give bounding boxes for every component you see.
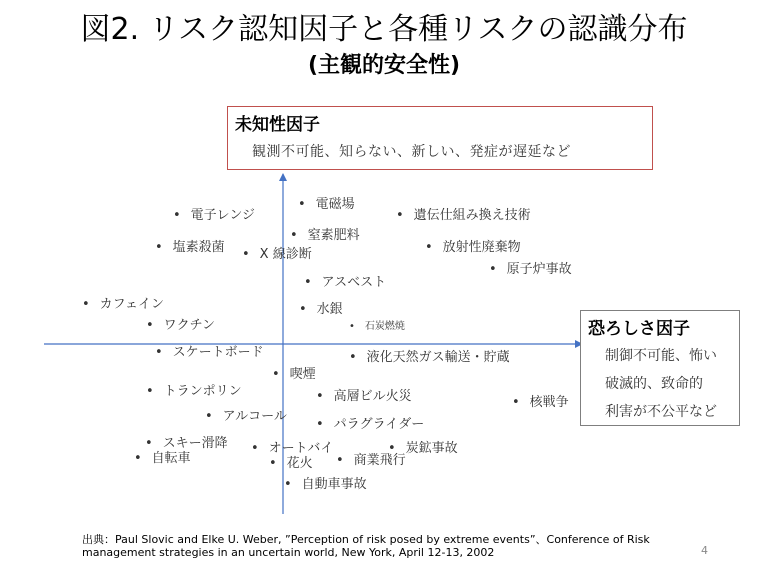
risk-item bbox=[82, 297, 164, 313]
unknown-factor-heading: 未知性因子 bbox=[235, 115, 320, 135]
risk-label: 電磁場 bbox=[315, 197, 355, 212]
bullet-icon: • bbox=[489, 262, 497, 277]
dread-factor-line: 利害が不公平など bbox=[605, 404, 717, 420]
risk-label: 商業飛行 bbox=[353, 453, 406, 468]
risk-item bbox=[316, 417, 424, 433]
bullet-icon: • bbox=[146, 384, 154, 399]
bullet-icon: • bbox=[304, 275, 312, 290]
risk-label: ワクチン bbox=[163, 318, 216, 333]
bullet-icon: • bbox=[316, 417, 324, 432]
risk-label: 原子炉事故 bbox=[506, 262, 572, 277]
risk-item bbox=[489, 262, 572, 278]
risk-label: 水銀 bbox=[316, 302, 343, 317]
risk-item bbox=[205, 409, 287, 425]
risk-item bbox=[173, 208, 255, 224]
risk-item bbox=[251, 441, 333, 457]
risk-item bbox=[269, 456, 313, 472]
unknown-factor-box bbox=[227, 106, 653, 170]
unknown-factor-description: 観測不可能、知らない、新しい、発症が遅延など bbox=[252, 144, 571, 160]
risk-item bbox=[290, 228, 360, 244]
risk-item bbox=[146, 318, 215, 334]
dread-factor-box bbox=[580, 310, 740, 426]
risk-label: 石炭燃焼 bbox=[364, 321, 405, 332]
risk-label: 喫煙 bbox=[289, 367, 316, 382]
risk-item bbox=[512, 395, 569, 411]
risk-label: X 線診断 bbox=[259, 247, 312, 262]
risk-label: パラグライダー bbox=[333, 417, 425, 432]
bullet-icon: • bbox=[205, 409, 213, 424]
risk-label: 塩素殺菌 bbox=[172, 240, 225, 255]
bullet-icon: • bbox=[242, 247, 250, 262]
bullet-icon: • bbox=[146, 318, 154, 333]
dread-factor-line: 破滅的、致命的 bbox=[605, 376, 703, 392]
risk-label: アスベスト bbox=[321, 275, 387, 290]
risk-item bbox=[155, 345, 264, 361]
risk-item bbox=[316, 389, 412, 405]
risk-label: 核戦争 bbox=[529, 395, 569, 410]
risk-label: オートバイ bbox=[268, 441, 334, 456]
bullet-icon: • bbox=[316, 389, 324, 404]
dread-factor-heading: 恐ろしさ因子 bbox=[588, 319, 690, 339]
risk-label: トランポリン bbox=[163, 384, 242, 399]
risk-label: 炭鉱事故 bbox=[405, 441, 458, 456]
risk-item bbox=[298, 197, 355, 213]
bullet-icon: • bbox=[298, 197, 306, 212]
risk-label: 自転車 bbox=[151, 451, 191, 466]
bullet-icon: • bbox=[145, 436, 153, 451]
bullet-icon: • bbox=[512, 395, 520, 410]
risk-item bbox=[299, 302, 343, 318]
risk-label: スキー滑降 bbox=[162, 436, 228, 451]
risk-item bbox=[336, 453, 406, 469]
risk-label: 花火 bbox=[286, 456, 313, 471]
bullet-icon: • bbox=[155, 345, 163, 360]
risk-label: 液化天然ガス輸送・貯蔵 bbox=[366, 350, 510, 365]
slide-title: 図2. リスク認知因子と各種リスクの認識分布 bbox=[80, 12, 688, 47]
bullet-icon: • bbox=[349, 321, 355, 332]
bullet-icon: • bbox=[299, 302, 307, 317]
slide-subtitle: (主観的安全性) bbox=[307, 53, 461, 78]
risk-item bbox=[349, 319, 405, 335]
citation: 出典：Paul Slovic and Elke U. Weber, ”Perception of risk posed by extreme events”、Conference of Risk management strategies in an uncertain world, New York, April 12-13, 2002 bbox=[82, 533, 650, 559]
dread-factor-line: 制御不可能、怖い bbox=[605, 348, 717, 364]
risk-label: アルコール bbox=[222, 409, 287, 424]
bullet-icon: • bbox=[155, 240, 163, 255]
bullet-icon: • bbox=[425, 240, 433, 255]
bullet-icon: • bbox=[82, 297, 90, 312]
bullet-icon: • bbox=[336, 453, 344, 468]
bullet-icon: • bbox=[290, 228, 298, 243]
bullet-icon: • bbox=[272, 367, 280, 382]
risk-item bbox=[134, 451, 191, 467]
risk-item bbox=[349, 350, 510, 366]
risk-label: カフェイン bbox=[99, 297, 165, 312]
bullet-icon: • bbox=[251, 441, 259, 456]
risk-label: 高層ビル火災 bbox=[333, 389, 412, 404]
bullet-icon: • bbox=[349, 350, 357, 365]
bullet-icon: • bbox=[134, 451, 142, 466]
risk-item bbox=[396, 208, 531, 224]
bullet-icon: • bbox=[396, 208, 404, 223]
bullet-icon: • bbox=[173, 208, 181, 223]
risk-item bbox=[155, 240, 225, 256]
risk-item bbox=[284, 477, 367, 493]
risk-label: 窒素肥料 bbox=[307, 228, 360, 243]
risk-label: 自動車事故 bbox=[301, 477, 367, 492]
bullet-icon: • bbox=[269, 456, 277, 471]
bullet-icon: • bbox=[388, 441, 396, 456]
risk-item bbox=[272, 367, 316, 383]
risk-item bbox=[304, 275, 386, 291]
risk-item bbox=[146, 384, 242, 400]
risk-item bbox=[242, 247, 312, 263]
risk-item bbox=[425, 240, 521, 256]
risk-item bbox=[145, 436, 228, 452]
page-number: 4 bbox=[701, 544, 708, 557]
risk-label: 遺伝仕組み換え技術 bbox=[413, 208, 531, 223]
risk-label: スケートボード bbox=[172, 345, 264, 360]
bullet-icon: • bbox=[284, 477, 292, 492]
risk-label: 電子レンジ bbox=[190, 208, 256, 223]
risk-label: 放射性廃棄物 bbox=[442, 240, 521, 255]
